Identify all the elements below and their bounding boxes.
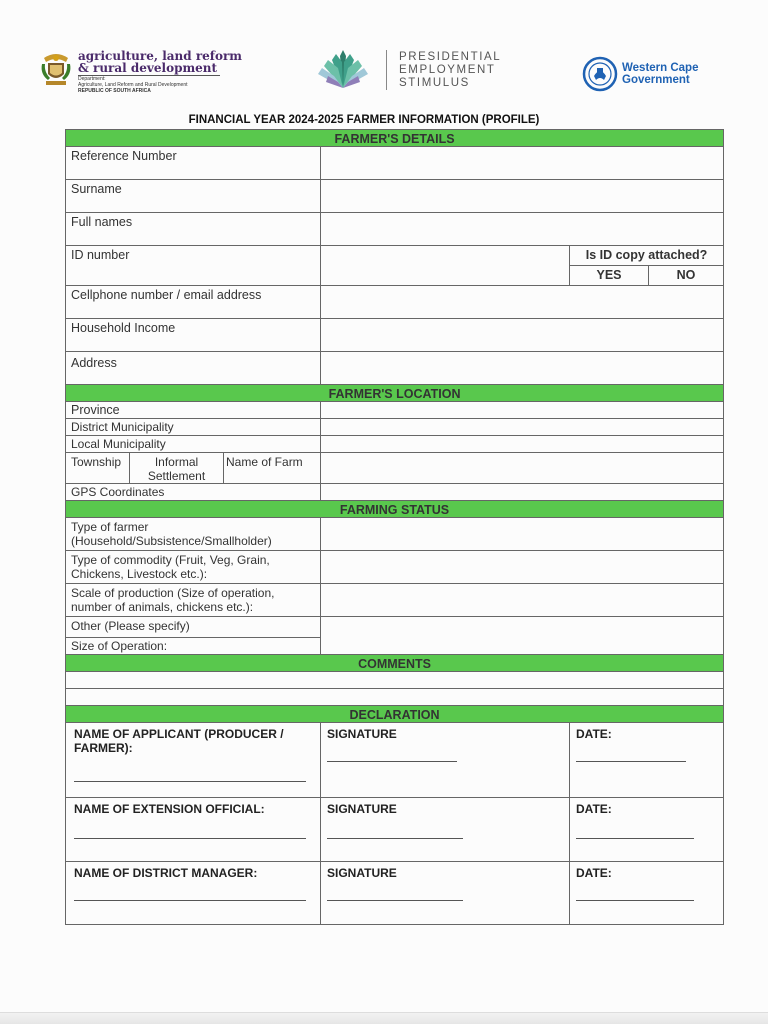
section-farmers-location: FARMER'S LOCATION	[66, 385, 724, 402]
extension-date-cell[interactable]	[570, 798, 724, 862]
dept-country: REPUBLIC OF SOUTH AFRICA	[78, 88, 151, 94]
document-title: FINANCIAL YEAR 2024-2025 FARMER INFORMATION (PROFILE)	[188, 114, 540, 126]
logo-divider	[386, 50, 387, 90]
lotus-icon	[314, 48, 372, 92]
district-municipality-label: District Municipality	[66, 419, 321, 436]
applicant-name-line	[74, 781, 306, 782]
pes-line1: PRESIDENTIAL	[399, 50, 502, 63]
scale-of-production-label: Scale of production (Size of operation, number of animals, chickens etc.):	[66, 584, 321, 617]
applicant-date-line	[576, 761, 686, 762]
local-municipality-label: Local Municipality	[66, 436, 321, 453]
district-manager-line	[74, 900, 306, 901]
contact-label: Cellphone number / email address	[66, 286, 321, 319]
other-specify-label: Other (Please specify)	[66, 617, 321, 638]
surname-label: Surname	[66, 180, 321, 213]
id-number-label: ID number	[66, 246, 321, 286]
page-header	[0, 0, 768, 110]
id-copy-yes[interactable]: YES	[570, 266, 649, 286]
dalrrd-logo	[38, 50, 242, 94]
reference-number-field[interactable]	[321, 147, 724, 180]
type-of-farmer-label: Type of farmer (Household/Subsistence/Smallholder)	[66, 518, 321, 551]
dept-name-line1: agriculture, land reform	[78, 49, 242, 63]
applicant-signature-line	[327, 761, 457, 762]
coat-of-arms-icon	[38, 50, 74, 88]
scale-of-production-field[interactable]	[321, 584, 724, 617]
western-cape-logo	[582, 56, 698, 92]
applicant-signature-cell[interactable]	[321, 723, 570, 798]
district-manager-label: NAME OF DISTRICT MANAGER:	[74, 866, 258, 880]
province-label: Province	[66, 402, 321, 419]
extension-signature-label: SIGNATURE	[327, 802, 397, 816]
scan-bottom-edge	[0, 1012, 768, 1024]
district-manager-signature-line	[327, 900, 463, 901]
extension-date-line	[576, 838, 694, 839]
other-specify-field[interactable]	[321, 617, 724, 655]
type-of-commodity-field[interactable]	[321, 551, 724, 584]
comments-line-1[interactable]	[66, 672, 724, 689]
full-names-field[interactable]	[321, 213, 724, 246]
district-manager-date-cell[interactable]	[570, 862, 724, 925]
gps-coordinates-field[interactable]	[321, 484, 724, 501]
id-copy-no[interactable]: NO	[649, 266, 724, 286]
section-comments: COMMENTS	[66, 655, 724, 672]
address-label: Address	[66, 352, 321, 385]
district-manager-signature-cell[interactable]	[321, 862, 570, 925]
household-income-field[interactable]	[321, 319, 724, 352]
id-copy-question: Is ID copy attached?	[570, 246, 724, 266]
extension-official-line	[74, 838, 306, 839]
section-declaration: DECLARATION	[66, 706, 724, 723]
applicant-signature-label: SIGNATURE	[327, 727, 397, 741]
pes-line2: EMPLOYMENT	[399, 63, 496, 76]
district-manager-signature-label: SIGNATURE	[327, 866, 397, 880]
extension-official-cell[interactable]	[66, 798, 321, 862]
type-of-farmer-field[interactable]	[321, 518, 724, 551]
section-farmers-details: FARMER'S DETAILS	[66, 130, 724, 147]
wc-line1: Western Cape	[622, 62, 699, 74]
household-income-label: Household Income	[66, 319, 321, 352]
informal-settlement-option[interactable]: Informal Settlement	[130, 453, 224, 484]
extension-signature-line	[327, 838, 463, 839]
wc-line2: Government	[622, 74, 690, 86]
surname-field[interactable]	[321, 180, 724, 213]
extension-official-label: NAME OF EXTENSION OFFICIAL:	[74, 802, 265, 816]
pes-logo	[314, 48, 501, 92]
dept-full-name: Agriculture, Land Reform and Rural Development	[78, 82, 188, 88]
reference-number-label: Reference Number	[66, 147, 321, 180]
location-type-field[interactable]	[321, 453, 724, 484]
name-of-farm-option[interactable]: Name of Farm	[224, 453, 321, 484]
township-option[interactable]: Township	[66, 453, 130, 484]
gps-coordinates-label: GPS Coordinates	[66, 484, 321, 501]
applicant-name-label: NAME OF APPLICANT (PRODUCER / FARMER):	[74, 727, 284, 755]
province-field[interactable]	[321, 402, 724, 419]
id-number-field[interactable]	[321, 246, 570, 286]
comments-line-2[interactable]	[66, 689, 724, 706]
farmer-profile-form	[65, 129, 724, 925]
full-names-label: Full names	[66, 213, 321, 246]
applicant-date-cell[interactable]	[570, 723, 724, 798]
address-field[interactable]	[321, 352, 724, 385]
district-manager-date-label: DATE:	[576, 866, 612, 880]
district-manager-date-line	[576, 900, 694, 901]
applicant-date-label: DATE:	[576, 727, 612, 741]
dept-label: Department:	[78, 76, 106, 82]
applicant-cell[interactable]	[66, 723, 321, 798]
district-municipality-field[interactable]	[321, 419, 724, 436]
pes-line3: STIMULUS	[399, 76, 470, 89]
type-of-commodity-label: Type of commodity (Fruit, Veg, Grain, Chickens, Livestock etc.):	[66, 551, 321, 584]
local-municipality-field[interactable]	[321, 436, 724, 453]
district-manager-cell[interactable]	[66, 862, 321, 925]
extension-date-label: DATE:	[576, 802, 612, 816]
contact-field[interactable]	[321, 286, 724, 319]
dept-name-line2: & rural development	[78, 62, 220, 76]
extension-signature-cell[interactable]	[321, 798, 570, 862]
size-of-operation-label: Size of Operation:	[66, 638, 321, 655]
western-cape-seal-icon	[582, 56, 618, 92]
section-farming-status: FARMING STATUS	[66, 501, 724, 518]
